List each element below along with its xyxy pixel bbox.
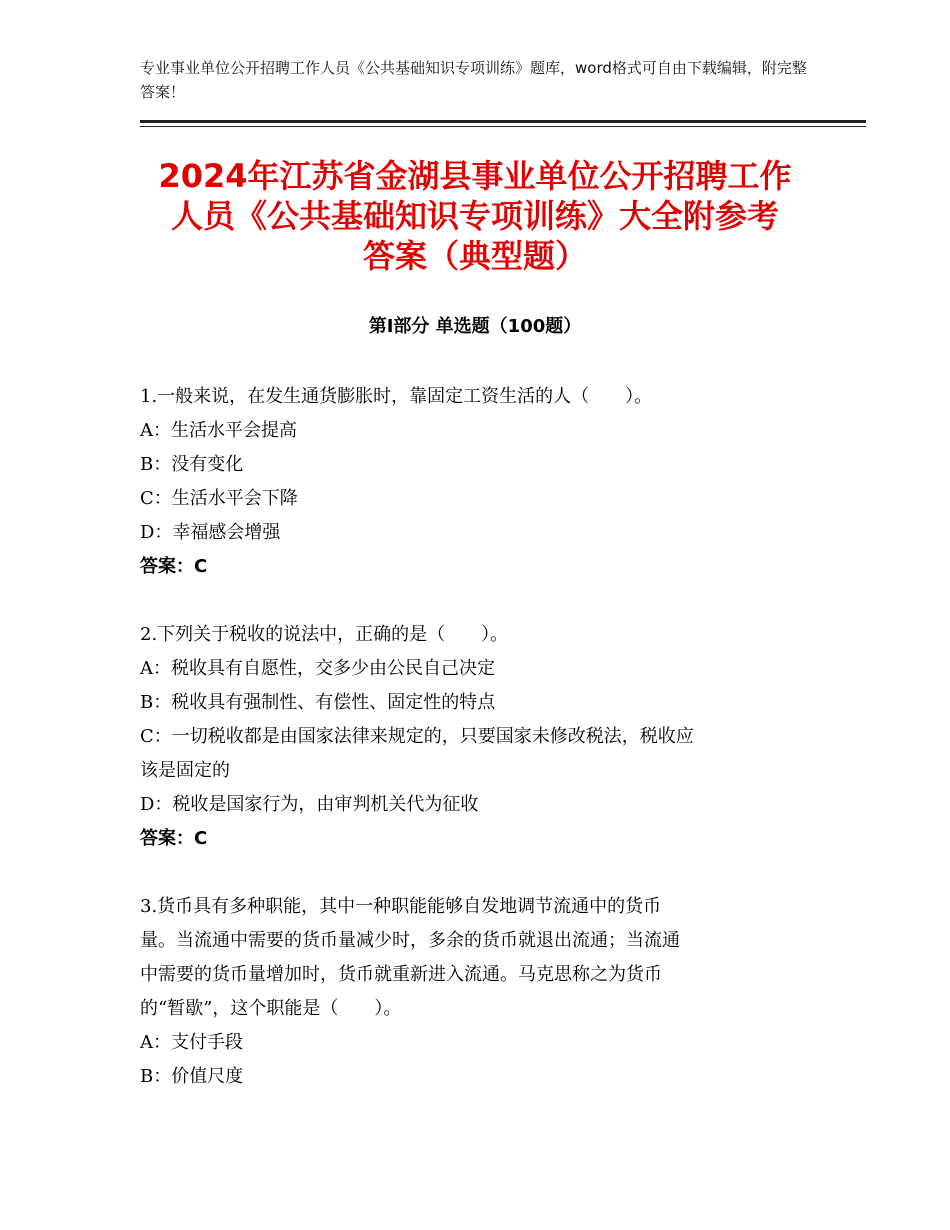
document-title xyxy=(120,156,830,276)
question-list xyxy=(140,380,806,1128)
option-c-continued: 该是固定的 xyxy=(140,760,230,781)
option-d: D：幸福感会增强 xyxy=(140,522,281,543)
question-stem: 2.下列关于税收的说法中，正确的是（ ）。 xyxy=(140,624,509,645)
option-b: B：没有变化 xyxy=(140,454,244,475)
header-rule-thin xyxy=(140,126,866,127)
question-1 xyxy=(140,380,806,584)
question-3 xyxy=(140,890,806,1094)
answer: 答案：C xyxy=(140,828,208,849)
title-line-1: 2024年江苏省金湖县事业单位公开招聘工作 xyxy=(158,157,792,195)
header-rule-thick xyxy=(140,120,866,123)
section-heading: 第Ⅰ部分 单选题（100题） xyxy=(368,316,582,337)
title-line-3: 答案（典型题） xyxy=(362,237,587,275)
option-a: A：支付手段 xyxy=(140,1032,243,1053)
option-c: C：一切税收都是由国家法律来规定的，只要国家未修改税法，税收应 xyxy=(140,726,694,747)
question-2 xyxy=(140,618,806,856)
option-c: C：生活水平会下降 xyxy=(140,488,298,509)
answer: 答案：C xyxy=(140,556,208,577)
option-d: D：税收是国家行为，由审判机关代为征收 xyxy=(140,794,479,815)
question-stem-continued: 量。当流通中需要的货币量减少时，多余的货币就退出流通；当流通 xyxy=(140,930,680,951)
option-b: B：价值尺度 xyxy=(140,1066,244,1087)
question-stem: 3.货币具有多种职能，其中一种职能能够自发地调节流通中的货币 xyxy=(140,896,662,917)
question-stem-continued: 中需要的货币量增加时，货币就重新进入流通。马克思称之为货币 xyxy=(140,964,662,985)
option-a: A：税收具有自愿性，交多少由公民自己决定 xyxy=(140,658,495,679)
header-note: 专业事业单位公开招聘工作人员《公共基础知识专项训练》题库，word格式可自由下载编辑，附完整答案！ xyxy=(140,59,807,101)
option-a: A：生活水平会提高 xyxy=(140,420,297,441)
title-line-2: 人员《公共基础知识专项训练》大全附参考 xyxy=(170,197,779,235)
question-stem: 1.一般来说，在发生通货膨胀时，靠固定工资生活的人（ ）。 xyxy=(140,386,653,407)
option-b: B：税收具有强制性、有偿性、固定性的特点 xyxy=(140,692,496,713)
question-stem-continued: 的“暂歇”，这个职能是（ ）。 xyxy=(140,998,402,1019)
